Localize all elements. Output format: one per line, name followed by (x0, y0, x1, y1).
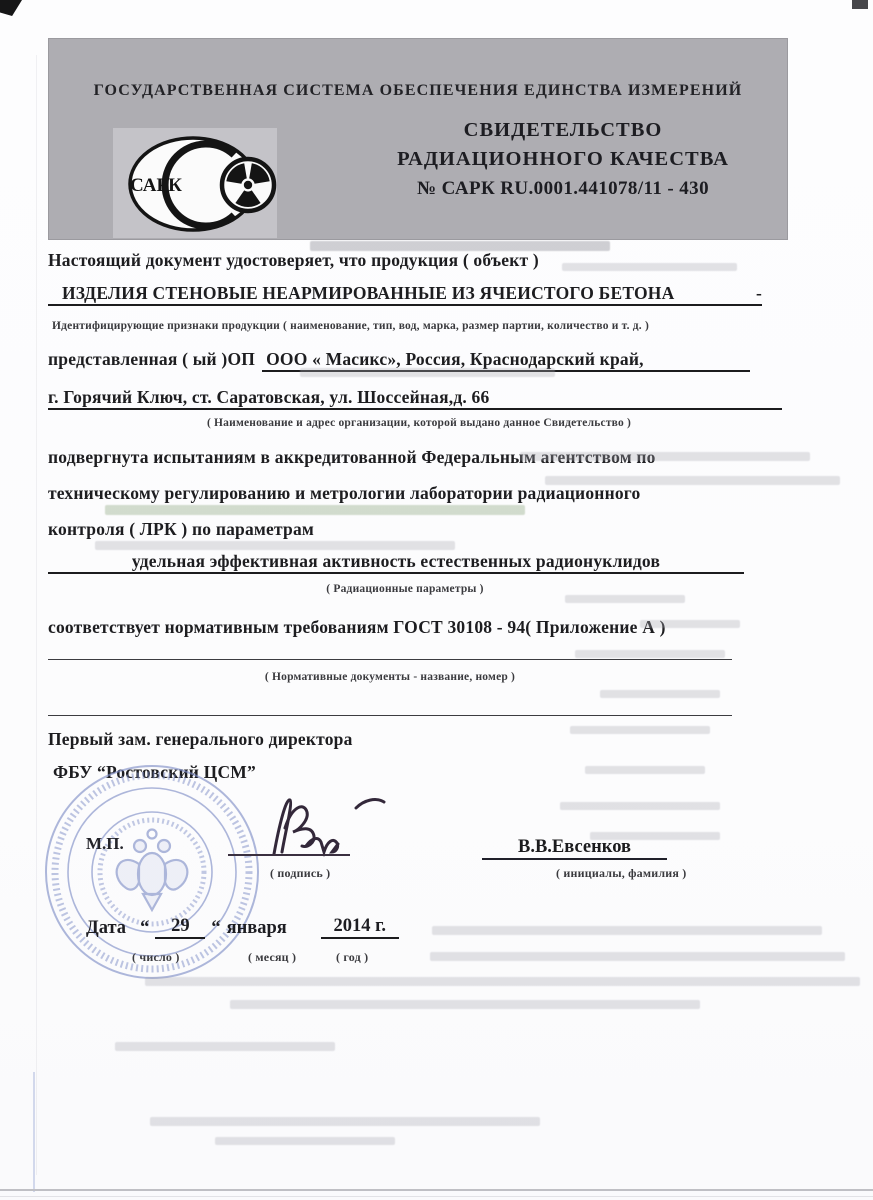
bleed-through-text (575, 650, 725, 658)
tested-line-1: подвергнута испытаниям в аккредитованной Федеральным агентством по (48, 447, 656, 467)
gost-system-title: ГОСУДАРСТВЕННАЯ СИСТЕМА ОБЕСПЕЧЕНИЯ ЕДИНСТВА ИЗМЕРЕНИЙ (93, 82, 743, 99)
presented-org: ООО « Масикс», Россия, Краснодарский край, (262, 349, 750, 372)
date-month: января (226, 918, 287, 938)
bleed-through-text (545, 476, 840, 485)
bleed-through-text (115, 1042, 335, 1051)
sark-logo-icon (113, 128, 277, 238)
tested-line-2: техническому регулированию и метрологии лаборатории радиационного (48, 483, 641, 503)
bleed-through-text (230, 1000, 700, 1009)
date-month-caption: ( месяц ) (248, 950, 297, 964)
scan-corner-mark-right (852, 0, 868, 9)
sark-logo (113, 128, 277, 238)
bleed-through-text (105, 505, 525, 515)
signer-name-caption: ( инициалы, фамилия ) (556, 866, 687, 880)
date-row (86, 916, 399, 939)
parameter-line: удельная эффективная активность естественных радионуклидов (48, 551, 744, 574)
bleed-through-text (430, 952, 845, 961)
bleed-through-text (150, 1117, 540, 1126)
certificate-title-line2: РАДИАЦИОННОГО КАЧЕСТВА (397, 148, 729, 170)
bleed-through-text (95, 541, 455, 550)
bleed-through-text (585, 766, 705, 774)
tested-line-3: контроля ( ЛРК ) по параметрам (48, 519, 315, 539)
bleed-through-text (562, 263, 737, 271)
bleed-through-text (145, 977, 860, 986)
bleed-through-text (310, 241, 610, 251)
conformity-line: соответствует нормативным требованиям ГОСТ 30108 - 94( Приложение А ) (48, 617, 666, 637)
certificate-title-block (348, 116, 778, 203)
bleed-through-text (600, 690, 720, 698)
org-caption: ( Наименование и адрес организации, которой выдано данное Свидетельство ) (206, 417, 632, 429)
parameter-caption: ( Радиационные параметры ) (326, 583, 484, 595)
seal-place-label: М.П. (86, 834, 124, 853)
normative-rule-line-2 (48, 715, 732, 716)
date-year-caption: ( год ) (336, 950, 369, 964)
scan-fold-line (36, 55, 37, 1175)
bleed-through-text (520, 452, 810, 461)
presented-prefix: представленная ( ый )ОП (48, 349, 256, 369)
date-year: 2014 г. (321, 916, 399, 939)
date-day-caption: ( число ) (132, 950, 180, 964)
normative-caption: ( Нормативные документы - название, номер ) (264, 671, 516, 683)
product-line (48, 283, 762, 306)
bleed-through-text (432, 926, 822, 935)
page-bottom-edge (0, 1189, 873, 1191)
signer-position-line-1: Первый зам. генерального директора (48, 729, 353, 749)
certificate-number: № САРК RU.0001.441078/11 - 430 (417, 178, 709, 199)
signer-name: В.В.Евсенков (482, 837, 667, 860)
sark-logo-label: САРК (130, 175, 182, 196)
normative-rule-line-1 (48, 659, 732, 660)
date-day: 29 (155, 916, 205, 939)
bleed-through-text (560, 802, 720, 810)
signature-caption: ( подпись ) (270, 866, 331, 880)
address-line: г. Горячий Ключ, ст. Саратовская, ул. Шоссейная,д. 66 (48, 387, 782, 410)
seal-eagle-icon (117, 830, 188, 911)
bleed-through-text (300, 368, 555, 377)
product-dash: - (755, 283, 762, 303)
bleed-through-text (640, 620, 740, 628)
scan-blue-streak (33, 1072, 35, 1192)
date-open-quote: “ (140, 918, 150, 938)
header-band (48, 38, 788, 240)
intro-line: Настоящий документ удостоверяет, что продукция ( объект ) (48, 250, 539, 270)
certificate-title-line1: СВИДЕТЕЛЬСТВО (463, 119, 663, 141)
bleed-through-text (565, 595, 685, 603)
signature-line (228, 854, 350, 856)
bleed-through-text (215, 1137, 395, 1145)
scan-corner-mark-left (0, 0, 22, 16)
handwritten-signature (252, 782, 402, 864)
page-bottom-edge-shadow (0, 1196, 873, 1197)
date-close-quote: “ (211, 918, 221, 938)
signer-position-line-2: ФБУ “Ростовский ЦСМ” (53, 762, 256, 782)
bleed-through-text (570, 726, 710, 734)
date-label: Дата (86, 918, 127, 938)
product-caption: Идентифицирующие признаки продукции ( наименование, тип, вод, марка, размер партии, количество и т. д. ) (52, 320, 649, 332)
bleed-through-text (590, 832, 720, 840)
product-name: ИЗДЕЛИЯ СТЕНОВЫЕ НЕАРМИРОВАННЫЕ ИЗ ЯЧЕИСТОГО БЕТОНА (62, 283, 675, 303)
